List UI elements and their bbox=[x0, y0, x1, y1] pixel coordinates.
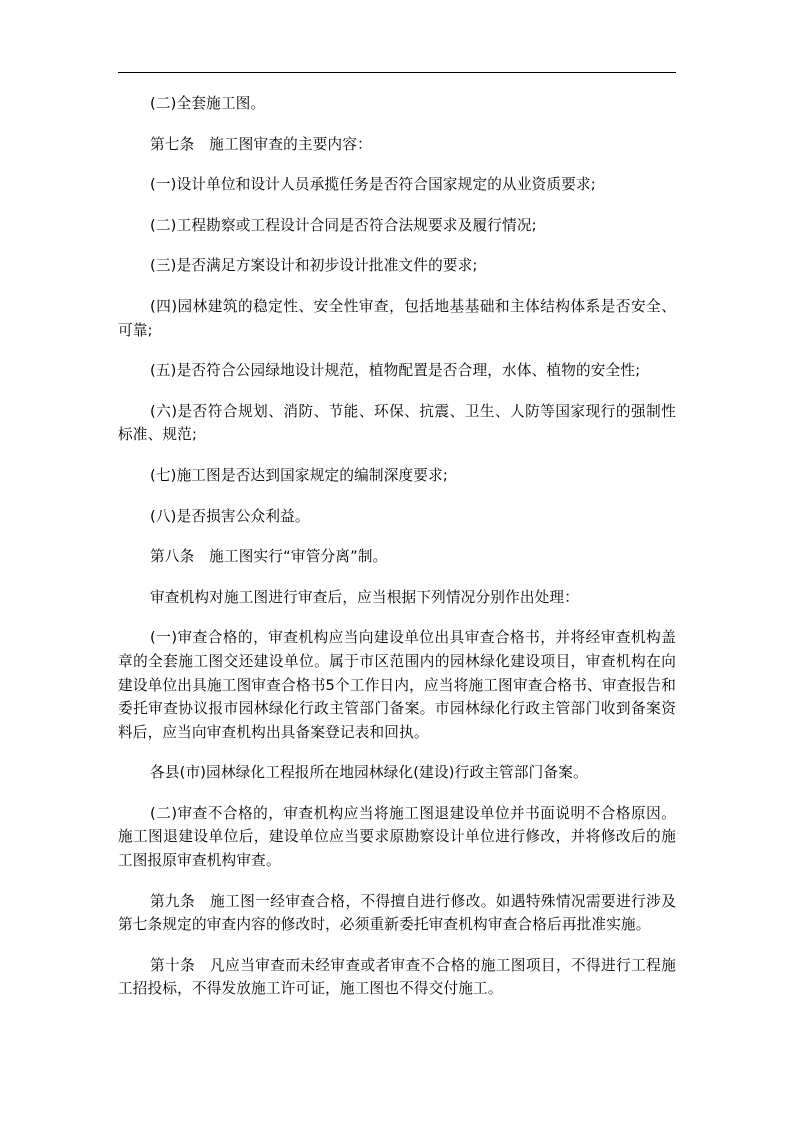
review-item-2: (二)工程勘察或工程设计合同是否符合法规要求及履行情况; bbox=[150, 216, 537, 234]
article-8-heading: 第八条 施工图实行“审管分离”制。 bbox=[150, 548, 388, 566]
county-filing-note: 各县(市)园林绿化工程报所在地园林绿化(建设)行政主管部门备案。 bbox=[150, 764, 588, 782]
handling-item-1-qualified: (一)审查合格的，审查机构应当向建设单位出具审查合格书，并将经审查机构盖章的全套施工图交还建设单位。属于市区范围内的园林绿化建设项目，审查机构在向建设单位出具施工图审查合格书5个工作日内，应当将施工图审查合格书、审查报告和委托审查协议报市园林绿化行政主管部门备案。市园林绿化行政主管部门收到备案资料后，应当向审查机构出具备案登记表和回执。 bbox=[118, 629, 676, 741]
review-item-5: (五)是否符合公园绿地设计规范，植物配置是否合理，水体、植物的安全性; bbox=[150, 362, 641, 380]
article-7-heading: 第七条 施工图审查的主要内容： bbox=[150, 135, 372, 153]
handling-intro: 审查机构对施工图进行审查后，应当根据下列情况分别作出处理： bbox=[150, 588, 580, 606]
review-item-3: (三)是否满足方案设计和初步设计批准文件的要求; bbox=[150, 257, 478, 275]
document-body bbox=[118, 92, 676, 1018]
review-item-1: (一)设计单位和设计人员承揽任务是否符合国家规定的从业资质要求; bbox=[150, 176, 596, 194]
header-rule bbox=[118, 72, 676, 73]
handling-item-2-unqualified: (二)审查不合格的，审查机构应当将施工图退建设单位并书面说明不合格原因。施工图退建设单位后，建设单位应当要求原勘察设计单位进行修改，并将修改后的施工图报原审查机构审查。 bbox=[118, 804, 676, 870]
article-10: 第十条 凡应当审查而未经审查或者审查不合格的施工图项目，不得进行工程施工招投标，不得发放施工许可证，施工图也不得交付施工。 bbox=[118, 956, 676, 998]
paragraph-item-2-full-drawings: (二)全套施工图。 bbox=[150, 95, 266, 112]
review-item-6: (六)是否符合规划、消防、节能、环保、抗震、卫生、人防等国家现行的强制性标准、规范; bbox=[118, 402, 676, 444]
review-item-7: (七)施工图是否达到国家规定的编制深度要求; bbox=[150, 466, 448, 484]
article-9: 第九条 施工图一经审查合格，不得擅自进行修改。如遇特殊情况需要进行涉及第七条规定的审查内容的修改时，必须重新委托审查机构审查合格后再批准实施。 bbox=[118, 892, 676, 934]
review-item-4: (四)园林建筑的稳定性、安全性审查，包括地基基础和主体结构体系是否安全、可靠; bbox=[118, 297, 676, 339]
review-item-8: (八)是否损害公众利益。 bbox=[150, 507, 310, 525]
